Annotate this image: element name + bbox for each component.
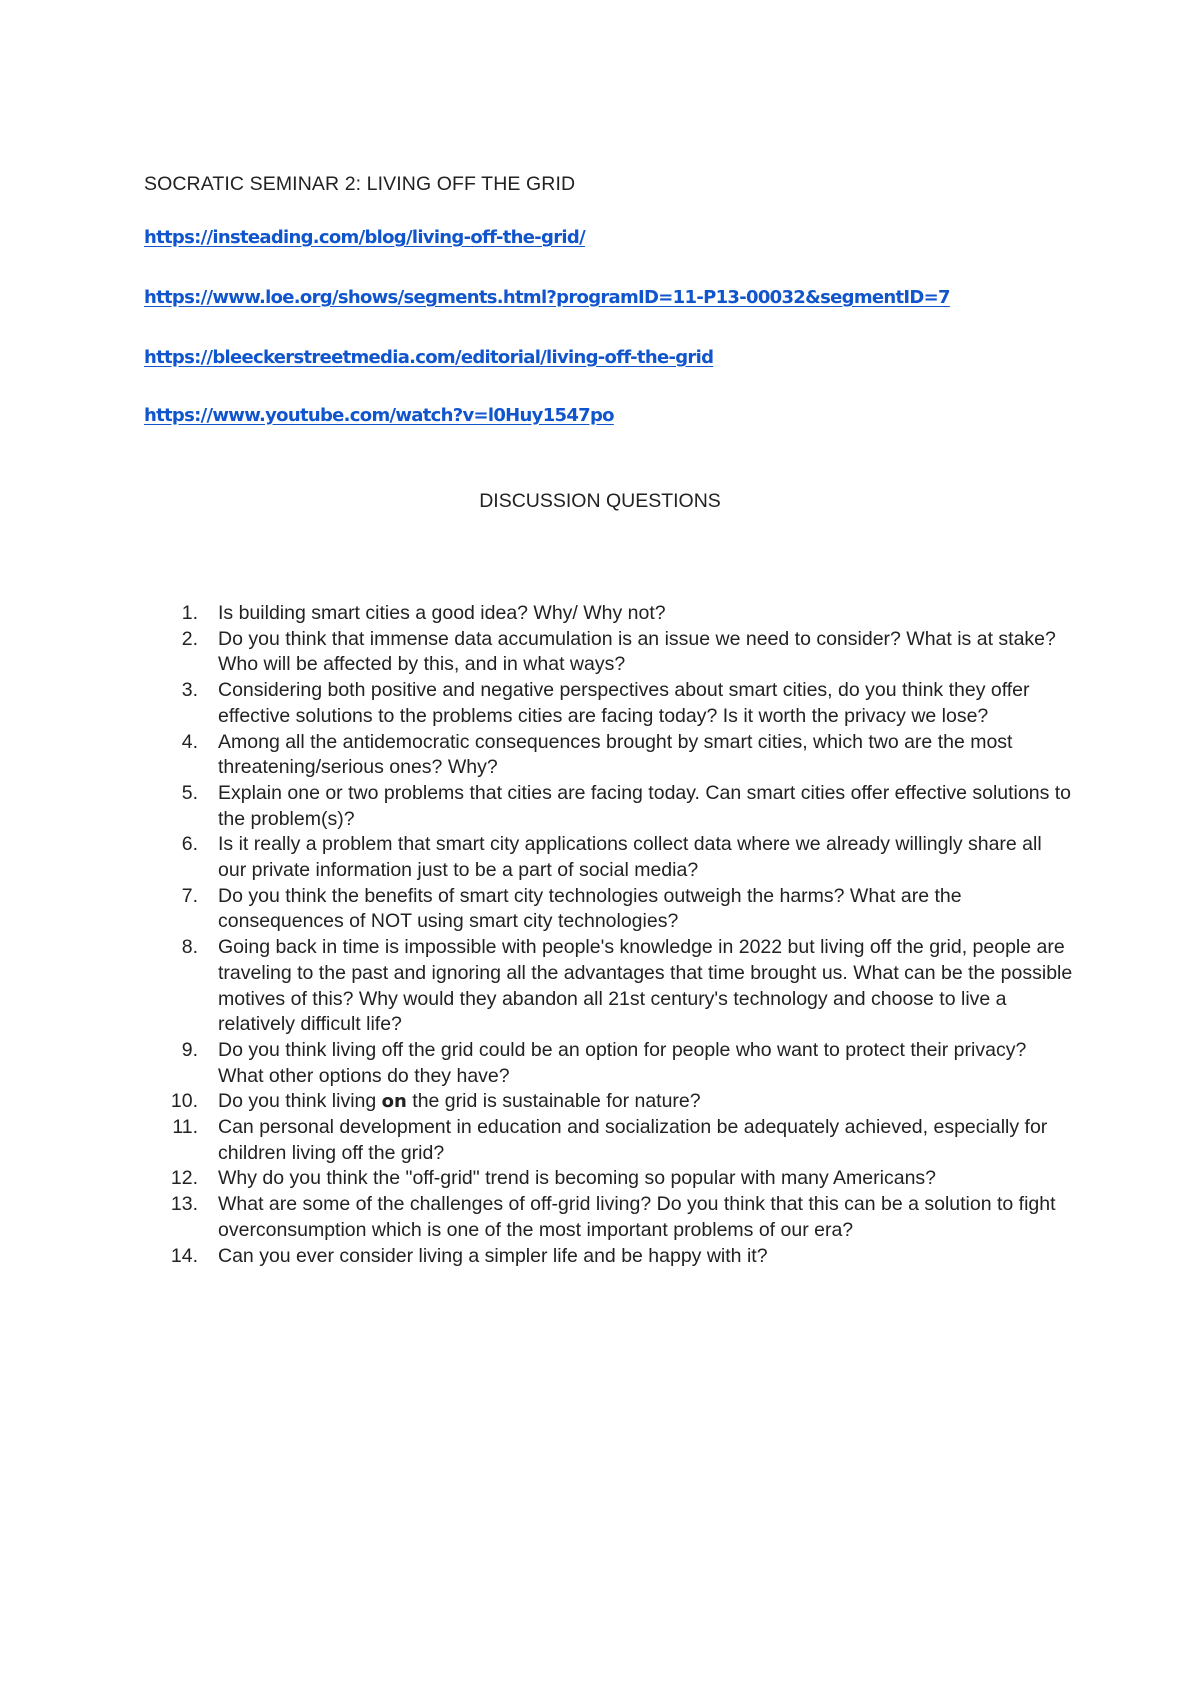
question-item xyxy=(174,1038,1074,1089)
question-text: Can personal development in education and socialization be adequately achieved, especially for children living off the grid? xyxy=(218,1116,1048,1164)
question-number: 13. xyxy=(170,1193,198,1216)
question-item xyxy=(174,1115,1074,1166)
question-text: Do you think that immense data accumulation is an issue we need to consider? What is at stake? Who will be affected by this, and in what ways? xyxy=(218,627,1056,676)
question-item xyxy=(170,1166,1074,1192)
question-number: 9. xyxy=(181,1038,198,1061)
link-bleeckerstreet[interactable]: https://bleeckerstreetmedia.com/editorial/living-off-the-grid xyxy=(144,347,714,368)
link-insteading[interactable]: https://insteading.com/blog/living-off-the-grid/ xyxy=(144,227,585,248)
question-number: 2. xyxy=(181,627,198,650)
question-number: 1. xyxy=(181,602,198,624)
document-title: SOCRATIC SEMINAR 2: LIVING OFF THE GRID xyxy=(144,173,576,195)
question-number: 11. xyxy=(172,1116,198,1139)
question-item xyxy=(170,1089,1074,1115)
question-item xyxy=(174,832,1074,883)
question-text: Explain one or two problems that cities are facing today. Can smart cities offer effective solutions to the problem(s)? xyxy=(218,781,1072,830)
question-text: Is building smart cities a good idea? Why/ Why not? xyxy=(218,602,666,624)
section-heading: DISCUSSION QUESTIONS xyxy=(479,490,721,512)
question-text: Do you think living off the grid could be an option for people who want to protect their privacy? What other options do they have? xyxy=(218,1038,1027,1087)
question-number: 3. xyxy=(181,679,198,702)
question-item xyxy=(174,627,1074,678)
question-number: 6. xyxy=(181,833,198,856)
question-text xyxy=(218,1090,701,1112)
question-text: What are some of the challenges of off-grid living? Do you think that this can be a solution to fight overconsumption which is one of the most important problems of our era? xyxy=(218,1193,1056,1241)
question-list xyxy=(170,601,1074,1269)
question-text: Why do you think the "off-grid" trend is becoming so popular with many Americans? xyxy=(218,1167,937,1190)
question-number: 8. xyxy=(181,936,198,959)
question-text-emphasis: on xyxy=(381,1091,407,1113)
question-item xyxy=(174,781,1074,832)
question-number: 7. xyxy=(181,884,198,907)
question-item xyxy=(174,935,1074,1038)
question-item xyxy=(170,1244,1074,1270)
question-number: 4. xyxy=(181,730,198,753)
question-item xyxy=(170,1192,1074,1243)
question-text: Do you think the benefits of smart city technologies outweigh the harms? What are the consequences of NOT using smart city technologies? xyxy=(218,884,962,933)
question-text: Going back in time is impossible with people's knowledge in 2022 but living off the grid, people are traveling to the past and ignoring all the advantages that time brought us. What can be the possible motives of this? Why would they abandon all 21st century's technology and choose to live a relatively difficult life? xyxy=(218,936,1073,1036)
question-item xyxy=(174,884,1074,935)
link-loe[interactable]: https://www.loe.org/shows/segments.html?programID=11-P13-00032&segmentID=7 xyxy=(144,287,950,308)
question-text: Is it really a problem that smart city applications collect data where we already willingly share all our private information just to be a part of social media? xyxy=(218,833,1042,882)
question-item xyxy=(174,678,1074,729)
question-text: Can you ever consider living a simpler life and be happy with it? xyxy=(218,1244,768,1267)
question-item xyxy=(174,730,1074,781)
link-youtube[interactable]: https://www.youtube.com/watch?v=l0Huy1547po xyxy=(144,405,614,426)
question-item xyxy=(174,601,1074,627)
question-text: Among all the antidemocratic consequences brought by smart cities, which two are the most threatening/serious ones? Why? xyxy=(218,730,1013,779)
question-text-part: Do you think living xyxy=(218,1090,382,1113)
question-text: Considering both positive and negative perspectives about smart cities, do you think they offer effective solutions to the problems cities are facing today? Is it worth the privacy we lose? xyxy=(218,679,1030,727)
question-number: 10. xyxy=(170,1090,198,1113)
question-text-part: the grid is sustainable for nature? xyxy=(406,1090,701,1113)
question-number: 12. xyxy=(170,1167,198,1190)
question-number: 14. xyxy=(170,1244,198,1267)
question-number: 5. xyxy=(181,781,198,804)
